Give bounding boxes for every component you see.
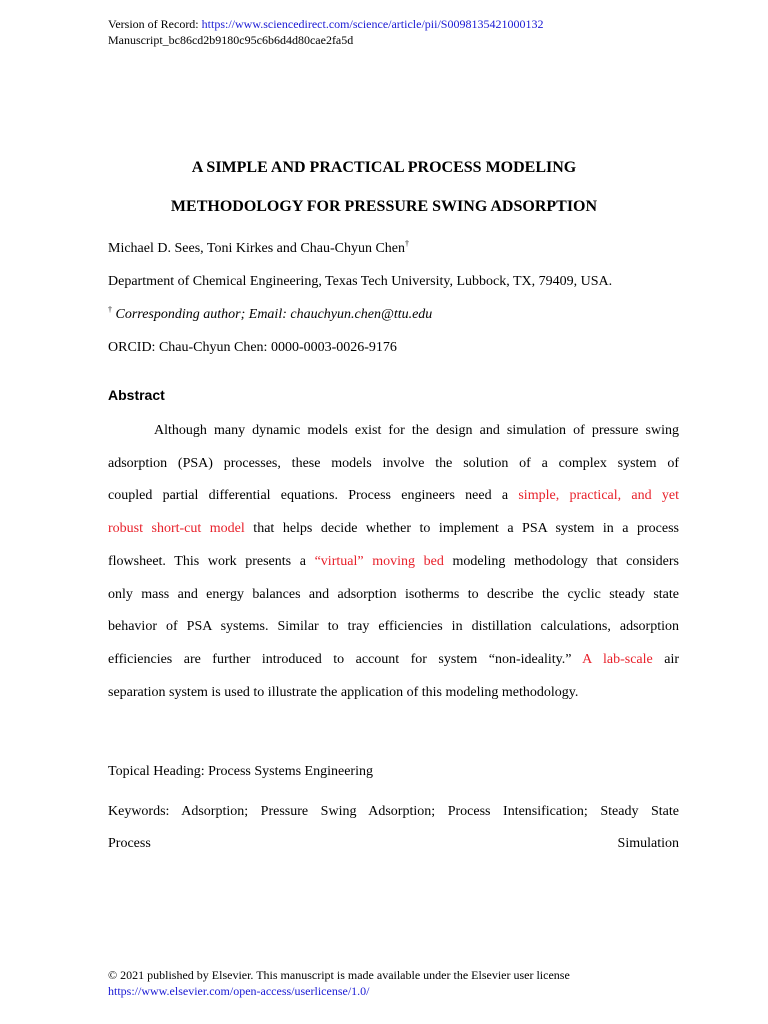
corresponding-author-line bbox=[108, 306, 432, 324]
version-label: Version of Record: bbox=[108, 17, 202, 31]
highlighted-text: “virtual” moving bed bbox=[314, 554, 444, 569]
abstract-line: adsorption (PSA) processes, these models involve the solution of a complex system of bbox=[108, 456, 679, 471]
abstract-line: behavior of PSA systems. Similar to tray efficiencies in distillation calculations, adsorption bbox=[108, 619, 679, 634]
abstract-text: air bbox=[652, 652, 679, 667]
abstract-line bbox=[108, 520, 679, 538]
abstract-text: coupled partial differential equations. Process engineers need a bbox=[108, 488, 519, 503]
manuscript-id: Manuscript_bc86cd2b9180c95c6b6d4d80cae2fa5d bbox=[108, 33, 354, 47]
abstract-line: Although many dynamic models exist for the design and simulation of pressure swing bbox=[154, 423, 679, 438]
abstract-line bbox=[108, 553, 679, 571]
title-line-2: METHODOLOGY FOR PRESSURE SWING ADSORPTION bbox=[170, 198, 598, 215]
highlighted-text: A lab-scale bbox=[582, 652, 653, 667]
corresponding-author: Corresponding author; Email: chauchyun.chen@ttu.edu bbox=[115, 307, 433, 322]
abstract-line: only mass and energy balances and adsorption isotherms to describe the cyclic steady state bbox=[108, 587, 679, 602]
keywords-simulation: Simulation bbox=[617, 836, 679, 851]
topical-heading: Topical Heading: Process Systems Engineering bbox=[108, 764, 373, 779]
dagger-mark: † bbox=[108, 305, 112, 314]
abstract-text: that helps decide whether to implement a PSA system in a process bbox=[244, 521, 679, 536]
keywords-line: Keywords: Adsorption; Pressure Swing Adsorption; Process Intensification; Steady State bbox=[108, 804, 679, 819]
orcid: ORCID: Chau-Chyun Chen: 0000-0003-0026-9176 bbox=[108, 340, 397, 355]
abstract-line: separation system is used to illustrate the application of this modeling methodology. bbox=[108, 685, 579, 700]
abstract-text: flowsheet. This work presents a bbox=[108, 554, 315, 569]
highlighted-text: simple, practical, and yet bbox=[518, 488, 679, 503]
abstract-heading: Abstract bbox=[108, 387, 165, 403]
author-list bbox=[108, 240, 409, 258]
keywords-process: Process bbox=[108, 836, 151, 851]
license-url-link[interactable]: https://www.elsevier.com/open-access/userlicense/1.0/ bbox=[108, 984, 370, 998]
version-url-link[interactable]: https://www.sciencedirect.com/science/article/pii/S0098135421000132 bbox=[201, 17, 544, 31]
copyright-notice: © 2021 published by Elsevier. This manuscript is made available under the Elsevier user license bbox=[108, 968, 570, 982]
author-names: Michael D. Sees, Toni Kirkes and Chau-Chyun Chen bbox=[108, 241, 405, 256]
abstract-text: efficiencies are further introduced to account for system “non-ideality.” bbox=[108, 652, 583, 667]
affiliation: Department of Chemical Engineering, Texas Tech University, Lubbock, TX, 79409, USA. bbox=[108, 274, 613, 289]
title-line-1: A SIMPLE AND PRACTICAL PROCESS MODELING bbox=[191, 159, 577, 176]
abstract-line bbox=[108, 487, 679, 505]
abstract-text: modeling methodology that considers bbox=[443, 554, 679, 569]
highlighted-text: robust short-cut model bbox=[108, 521, 245, 536]
version-of-record-line bbox=[108, 17, 543, 31]
abstract-line bbox=[108, 651, 679, 669]
dagger-mark: † bbox=[405, 239, 409, 248]
